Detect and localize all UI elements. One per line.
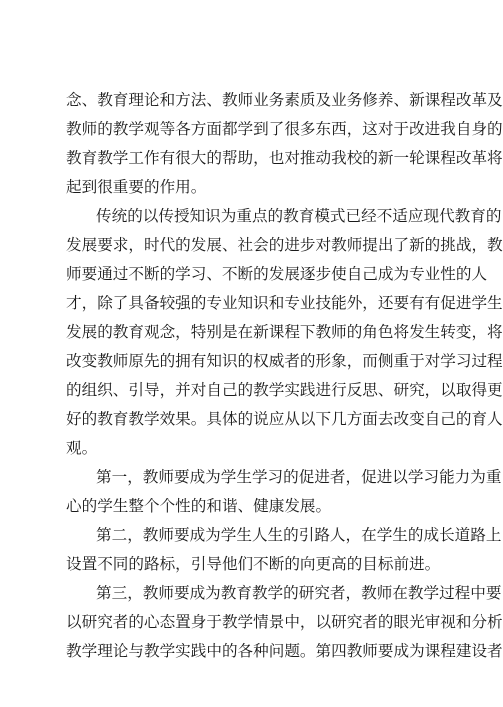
text-line: 教学理论与教学实践中的各种问题。第四教师要成为课程建设者 bbox=[66, 642, 503, 660]
text-line: 念、教育理论和方法、教师业务素质及业务修养、新课程改革及 bbox=[66, 91, 503, 109]
text-line: 心的学生整个个性的和谐、健康发展。 bbox=[66, 497, 332, 515]
paragraph-first-line: 第三，教师要成为教育教学的研究者，教师在教学过程中要 bbox=[96, 584, 502, 602]
paragraph-first-line: 传统的以传授知识为重点的教育模式已经不适应现代教育的 bbox=[96, 207, 502, 225]
paragraph-first-line: 第一，教师要成为学生学习的促进者，促进以学习能力为重 bbox=[96, 468, 502, 486]
text-line: 教育教学工作有很大的帮助，也对推动我校的新一轮课程改革将 bbox=[66, 149, 503, 167]
text-line: 起到很重要的作用。 bbox=[66, 178, 207, 196]
text-line: 教师的教学观等各方面都学到了很多东西，这对于改进我自身的 bbox=[66, 120, 503, 138]
text-line: 发展的教育观念，特别是在新课程下教师的角色将发生转变，将 bbox=[66, 323, 503, 341]
text-line: 发展要求，时代的发展、社会的进步对教师提出了新的挑战，教 bbox=[66, 236, 503, 254]
text-line: 好的教育教学效果。具体的说应从以下几方面去改变自己的育人 bbox=[66, 410, 503, 428]
text-line: 改变教师原先的拥有知识的权威者的形象，而侧重于对学习过程 bbox=[66, 352, 503, 370]
text-line: 师要通过不断的学习、不断的发展逐步使自己成为专业性的人 bbox=[66, 265, 488, 283]
text-line: 观。 bbox=[66, 439, 98, 457]
text-line: 以研究者的心态置身于教学情景中，以研究者的眼光审视和分析 bbox=[66, 613, 503, 631]
text-line: 的组织、引导，并对自己的教学实践进行反思、研究，以取得更 bbox=[66, 381, 503, 399]
paragraph-first-line: 第二，教师要成为学生人生的引路人，在学生的成长道路上 bbox=[96, 526, 502, 544]
text-line: 设置不同的路标，引导他们不断的向更高的目标前进。 bbox=[66, 555, 441, 573]
text-line: 才，除了具备较强的专业知识和专业技能外，还要有有促进学生 bbox=[66, 294, 503, 312]
